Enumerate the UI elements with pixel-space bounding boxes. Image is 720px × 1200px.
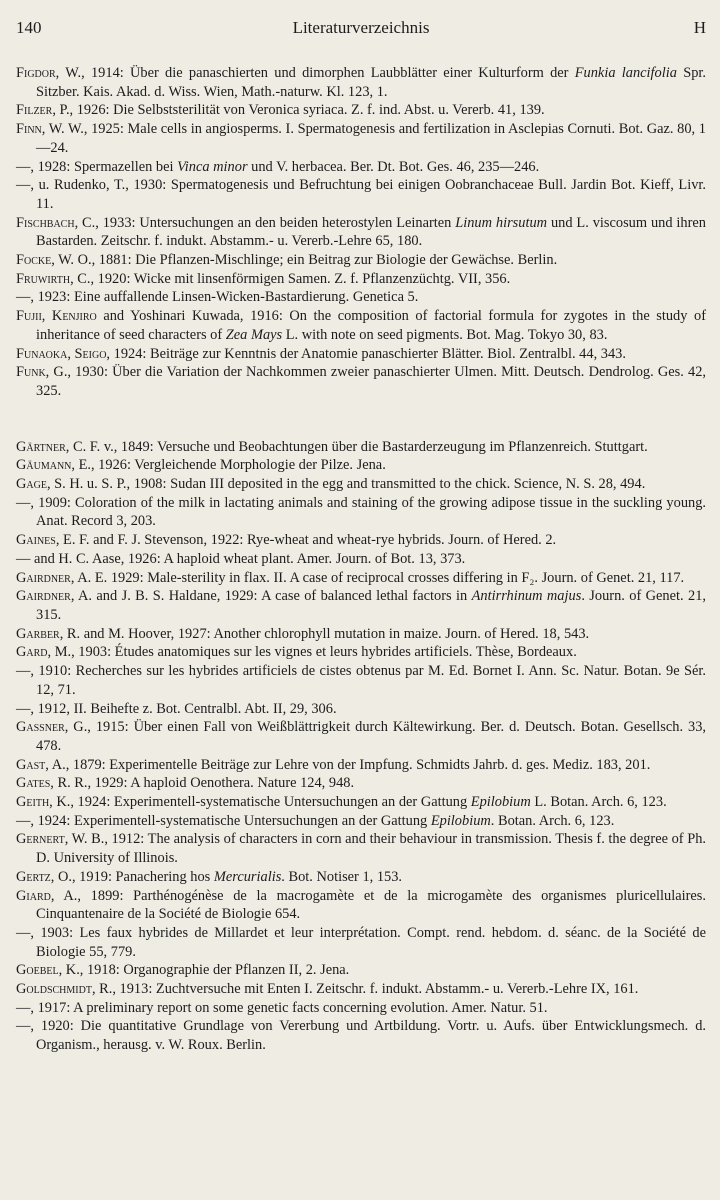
reference-author: Goebel [16,962,59,979]
reference-text-continued: . Journ. of Genet. 21, 315. [36,588,706,623]
reference-text: , 1924: Beiträge zur Kenntnis der Anatomie panaschierter Blätter. Biol. Zentralbl. 44, 343. [106,345,626,362]
reference-text: , R. R., 1929: A haploid Oenothera. Nature 124, 948. [50,775,355,792]
reference-text: , E., 1926: Vergleichende Morphologie der Pilze. Jena. [71,457,386,474]
reference-entry [16,288,706,307]
reference-entry [16,345,706,364]
reference-text: , 1912, II. Beihefte z. Bot. Centralbl. Abt. II, 29, 306. [30,700,337,717]
reference-text: , A. and J. B. S. Haldane, 1929: A case of balanced lethal factors in [70,588,472,605]
page-title: Literaturverzeichnis [292,18,430,37]
reference-entry [16,924,706,961]
reference-author: Giard [16,887,51,904]
reference-author: — [16,289,31,306]
reference-text: and H. C. Aase, 1926: A haploid wheat plant. Amer. Journ. of Bot. 13, 373. [30,550,466,567]
reference-text: , C. F. v., 1849: Versuche und Beobachtungen über die Bastarderzeugung im Pflanzenreich. Stuttgart. [65,438,648,455]
reference-text: , K., 1924: Experimentell-systematische Untersuchungen an der Gattung [49,794,471,811]
reference-author: Finn [16,121,42,138]
reference-author: Gärtner [16,438,66,455]
reference-author: Fruwirth [16,270,71,287]
reference-author: Gage [16,476,47,493]
reference-author: Gates [16,775,51,792]
reference-entry [16,662,706,699]
section-letter: H [693,18,706,37]
reference-text: , E. F. and F. J. Stevenson, 1922: Rye-wheat and wheat-rye hybrids. Journ. of Hered. 2. [55,532,557,549]
reference-species-name: Funkia lancifolia [574,65,677,81]
reference-text: , G., 1930: Über die Variation der Nachkommen zweier panaschierter Ulmen. Mitt. Deutsch. Dendrolog. Ges. 42, 325. [36,364,706,399]
reference-text: , 1917: A preliminary report on some genetic facts concerning evolution. Amer. Natur. 51. [30,999,548,1016]
reference-text-continued: . Botan. Arch. 6, 123. [490,812,615,829]
reference-author: — [16,494,31,511]
reference-author: Gernert [16,831,65,848]
reference-author: — [16,999,31,1016]
reference-entry [16,812,706,831]
reference-text: , W. B., 1912: The analysis of characters in corn and their behaviour in transmission. Thesis f. the degree of Ph. D. University of Illinois. [36,831,706,867]
reference-entry [16,475,706,494]
reference-entry [16,494,706,531]
reference-species-name: Mercurialis [213,868,282,885]
reference-text: , 1920: Die quantitative Grundlage von Vererbung und Artbildung. Vortr. u. Aufs. über Entwicklungsmech. d. Organism., herausg. v. W. Roux. Berlin. [30,1018,706,1054]
reference-text: and Yoshinari Kuwada, 1916: On the composition of factorial formula for zygotes in the study of inheritance of seed characters of [36,308,706,343]
reference-entry [16,550,706,569]
reference-species-name: Linum hirsutum [455,214,548,231]
reference-entry [16,251,706,270]
reference-author: Gertz [16,868,51,885]
reference-text: , 1928: Spermazellen bei [30,158,178,175]
reference-entry [16,718,706,755]
reference-author: Geith [16,794,50,811]
reference-text: , S. H. u. S. P., 1908: Sudan III deposited in the egg and transmitted to the chick. Science, N. S. 28, 494. [46,476,646,493]
reference-entry [16,868,706,887]
reference-entry [16,64,706,101]
reference-author: Gairdner [16,569,71,586]
reference-species-name: Epilobium [470,794,531,811]
reference-text: , 1903: Les faux hybrides de Millardet et leur interprétation. Compt. rend. hebdom. d. séanc. de la Société de Biologie 55, 779. [30,924,706,960]
reference-text-continued: Spr. Sitzber. Kais. Akad. d. Wiss. Wien, Math.-naturw. Kl. 123, 1. [36,65,706,100]
reference-entry [16,214,706,251]
reference-entry [16,438,706,457]
reference-text: , K., 1918: Organographie der Pflanzen II, 2. Jena. [58,962,350,979]
reference-entry [16,158,706,177]
reference-text: , 1924: Experimentell-systematische Untersuchungen an der Gattung [30,812,431,829]
reference-entry [16,176,706,213]
reference-text: , W. W., 1925: Male cells in angiosperms. I. Spermatogenesis and fertilization in Asclepias Cornuti. Bot. Gaz. 80, 1—24. [36,121,706,156]
reference-entry [16,307,706,344]
reference-entry [16,980,706,999]
reference-text-continued: und L. viscosum und ihren Bastarden. Zeitschr. f. indukt. Abstamm.- u. Vererb.-Lehre 65, 180. [36,214,707,250]
page-number: 140 [16,18,42,37]
reference-text-continued: L. Botan. Arch. 6, 123. [530,794,667,811]
reference-author: Figdor [16,65,56,81]
reference-text: , A., 1879: Experimentelle Beiträge zur Lehre von der Impfung. Schmidts Jahrb. d. ges. Mediz. 183, 201. [45,756,651,773]
reference-entry [16,774,706,793]
reference-text: , C., 1920: Wicke mit linsenförmigen Samen. Z. f. Pflanzenzüchtg. VII, 356. [70,270,511,287]
reference-author: — [16,700,31,717]
reference-species-name: Zea Mays [225,326,283,343]
reference-author: — [16,924,31,941]
reference-text-continued: und V. herbacea. Ber. Dt. Bot. Ges. 46, 235—246. [247,158,540,175]
reference-author: Gaines [16,532,56,549]
reference-entry [16,625,706,644]
reference-entry [16,793,706,812]
reference-author: Fischbach [16,214,75,231]
reference-species-name: Epilobium [430,812,491,829]
reference-entry [16,587,706,624]
reference-author: Gäumann [16,457,72,474]
reference-entry [16,363,706,400]
reference-author: Gard [16,644,48,661]
reference-text: , u. Rudenko, T., 1930: Spermatogenesis und Befruchtung bei einigen Oobranchaceae Bull. Jardin Bot. Kieff, Livr. 11. [30,177,706,212]
reference-species-name: Antirrhinum majus [471,588,582,605]
reference-entry [16,961,706,980]
reference-text: , A., 1899: Parthénogénèse de la macrogamète et de la microgamète des organismes pluricellulaires. Cinquantenaire de la Société de Biologie 654. [36,887,706,923]
reference-text: , R. and M. Hoover, 1927: Another chlorophyll mutation in maize. Journ. of Hered. 18, 543. [59,625,590,642]
reference-text: , P., 1926: Die Selbststerilität von Veronica syriaca. Z. f. ind. Abst. u. Vererb. 41, 139. [52,102,545,119]
reference-text: , O., 1919: Panachering hos [50,868,214,885]
reference-entry [16,1017,706,1054]
reference-entry [16,999,706,1018]
reference-text: , C., 1933: Untersuchungen an den beiden heterostylen Leinarten [74,214,456,231]
reference-author: Focke [16,252,52,269]
reference-author: — [16,158,31,175]
reference-entry [16,830,706,867]
reference-author: Funaoka, Seigo [16,345,107,362]
reference-entry [16,756,706,775]
reference-text-continued: . Bot. Notiser 1, 153. [281,868,403,885]
reference-author: — [16,812,31,829]
reference-author: Filzer [16,102,53,119]
reference-entry [16,643,706,662]
reference-entry [16,887,706,924]
reference-entry [16,120,706,157]
reference-text: , W., 1914: Über die panaschierten und dimorphen Laubblätter einer Kulturform der [55,65,575,81]
reference-author: Funk [16,364,46,381]
reference-text: , G., 1915: Über einen Fall von Weißblättrigkeit durch Kältewirkung. Ber. d. Deutsch. Botan. Gesellsch. 33, 478. [36,719,706,754]
reference-entry [16,270,706,289]
reference-author: Garber [16,625,60,642]
reference-author: — [16,1018,31,1035]
reference-text-continued: L. with note on seed pigments. Bot. Mag. Tokyo 30, 83. [282,326,608,343]
reference-entry [16,101,706,120]
reference-text: , W. O., 1881: Die Pflanzen-Mischlinge; ein Beitrag zur Biologie der Gewächse. Berlin. [51,252,558,269]
reference-author: — [16,663,31,680]
reference-author: Gairdner [16,588,71,605]
reference-author: Fujii, Kenjiro [16,308,97,325]
reference-text: , R., 1913: Zuchtversuche mit Enten I. Zeitschr. f. indukt. Abstamm.- u. Vererb.-Lehre IX, 161. [91,981,639,998]
reference-author: — [16,550,31,567]
reference-entry [16,531,706,550]
reference-author: Gast [16,756,46,773]
reference-entry [16,569,706,588]
reference-entry [16,700,706,719]
reference-text: , 1923: Eine auffallende Linsen-Wicken-Bastardierung. Genetica 5. [30,289,419,306]
reference-text: , M., 1903: Études anatomiques sur les vignes et leurs hybrides artificiels. Thèse, Bordeaux. [47,644,577,661]
reference-text: , 1910: Recherches sur les hybrides artificiels de cistes obtenus par M. Ed. Bornet I. Ann. Sc. Natur. Botan. 9e Sér. 12, 71. [30,663,706,698]
reference-list [16,64,706,1055]
reference-author: — [16,177,31,194]
reference-author: Goldschmidt [16,981,92,998]
reference-entry [16,456,706,475]
reference-text: , 1909: Coloration of the milk in lactating animals and staining of the growing adipose tissue in the suckling young. Anat. Record 3, 203. [30,494,706,530]
reference-author: Gassner [16,719,65,736]
running-header [16,18,706,42]
reference-text: , A. E. 1929: Male-sterility in flax. II. A case of reciprocal crosses differing in F₂. Journ. of Genet. 21, 117. [70,569,685,586]
reference-species-name: Vinca minor [177,158,248,175]
